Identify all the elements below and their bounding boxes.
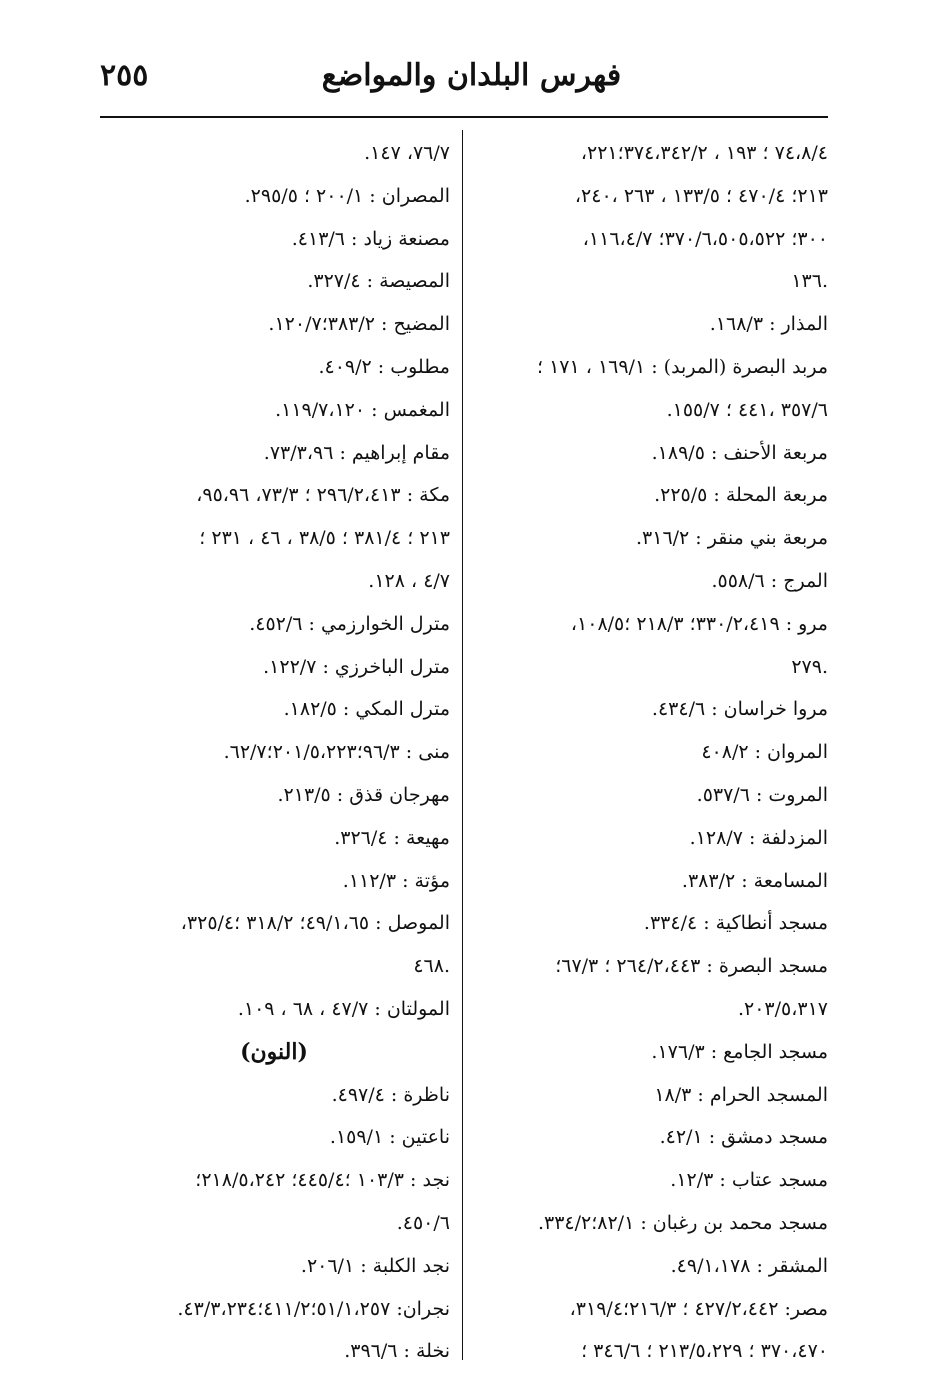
index-line: .٢٧٩ xyxy=(791,655,828,678)
left-column xyxy=(98,132,450,1373)
index-line: ٣٧٠،٤٧٠ ؛ ٢١٣/٥،٢٢٩ ؛ ٣٤٦/٦ ؛ xyxy=(581,1340,828,1363)
index-line: ناظرة : ٤٩٧/٤. xyxy=(331,1083,450,1106)
index-line: المضيح : ٣٨٣/٢؛١٢٠/٧. xyxy=(268,313,450,336)
column-divider xyxy=(462,130,463,1360)
index-line: المغمس : ١١٩/٧،١٢٠. xyxy=(275,398,450,421)
index-line: المروت : ٥٣٧/٦. xyxy=(696,783,828,806)
index-line: مربعة الأحنف : ١٨٩/٥. xyxy=(651,441,828,464)
index-line: مقام إبراهيم : ٧٣/٣،٩٦. xyxy=(263,441,450,464)
index-line: ٧٦/٧، ١٤٧. xyxy=(364,142,450,164)
index-line: المسامعة : ٣٨٣/٢. xyxy=(681,869,828,892)
index-line: المصيصة : ٣٢٧/٤. xyxy=(307,270,450,293)
index-line: مترل المكي : ١٨٢/٥. xyxy=(283,698,450,721)
index-line: الموصل : ٤٩/١،٦٥؛ ٣١٨/٢ ؛٣٢٥/٤، xyxy=(180,912,450,935)
index-line: .٤٦٨ xyxy=(413,955,450,978)
index-line: مكة : ٢٩٦/٢،٤١٣ ؛ ٧٣/٣، ٩٥،٩٦، xyxy=(196,484,450,507)
index-line: ٢١٣ ؛ ٣٨١/٤ ؛ ٣٨/٥ ، ٤٦ ، ٢٣١ ؛ xyxy=(199,527,450,550)
index-line: ناعتين : ١٥٩/١. xyxy=(329,1126,450,1149)
index-line: مسجد محمد بن رغبان : ٨٢/١؛٣٣٤/٢. xyxy=(537,1211,828,1234)
index-line: المرج : ٥٥٨/٦. xyxy=(711,569,828,592)
index-line: ٤/٧ ، ١٢٨. xyxy=(368,569,450,592)
index-line: المشقر : ٤٩/١،١٧٨. xyxy=(670,1254,828,1277)
index-line: ٧٤،٨/٤ ؛ ١٩٣ ، ٣٧٤،٣٤٢/٢؛٢٢١، xyxy=(580,142,828,164)
right-column xyxy=(474,132,828,1373)
index-line: ٤٥٠/٦. xyxy=(396,1211,450,1234)
index-line: نجد الكلبة : ٢٠٦/١. xyxy=(300,1254,450,1277)
index-line: منى : ٩٦/٣؛٢٠١/٥،٢٢٣؛٦٢/٧. xyxy=(223,741,450,764)
index-line: مصنعة زياد : ٤١٣/٦. xyxy=(291,227,450,250)
index-line: ٢١٣؛ ٤٧٠/٤ ؛ ١٣٣/٥ ، ٢٦٣ ،٢٤٠، xyxy=(574,184,828,207)
index-line: مهيعة : ٣٢٦/٤. xyxy=(334,826,450,849)
index-line: مسجد أنطاكية : ٣٣٤/٤. xyxy=(643,912,828,935)
page-title: فهرس البلدان والمواضع xyxy=(321,58,622,93)
index-line: نخلة : ٣٩٦/٦. xyxy=(344,1340,450,1363)
index-line: نجران: ٥١/١،٢٥٧؛٤١١/٢؛٤٣/٣،٢٣٤. xyxy=(177,1297,450,1320)
index-line: مربد البصرة (المربد) : ١٦٩/١ ، ١٧١ ؛ xyxy=(537,355,828,378)
index-line: مسجد دمشق : ٤٢/١. xyxy=(659,1126,828,1149)
index-line: نجد : ١٠٣/٣ ؛٤٤٥/٤؛ ٢١٨/٥،٢٤٢؛ xyxy=(195,1169,450,1192)
index-line: .١٣٦ xyxy=(791,270,828,293)
index-line: المولتان : ٤٧/٧ ، ٦٨ ، ١٠٩. xyxy=(237,997,450,1020)
header-rule xyxy=(100,116,828,118)
index-line: مروا خراسان : ٤٣٤/٦. xyxy=(651,698,828,721)
index-line: مترل الباخرزي : ١٢٢/٧. xyxy=(263,655,450,678)
index-line: المروان : ٤٠٨/٢ xyxy=(701,741,828,764)
index-line: مصر: ٤٢٧/٢،٤٤٢ ؛ ٢١٦/٣؛٣١٩/٤، xyxy=(569,1297,828,1320)
index-line: ٣٠٠؛ ٣٧٠/٦،٥٠٥،٥٢٢؛ ١١٦،٤/٧، xyxy=(582,227,828,250)
index-line: المسجد الحرام : ١٨/٣ xyxy=(654,1083,828,1106)
index-line: مربعة المحلة : ٢٢٥/٥. xyxy=(654,484,828,507)
index-line: مرو : ٣٣٠/٢،٤١٩؛ ٢١٨/٣ ؛١٠٨/٥، xyxy=(570,612,828,635)
index-line: مهرجان قذق : ٢١٣/٥. xyxy=(277,783,450,806)
index-line: مترل الخوارزمي : ٤٥٢/٦. xyxy=(249,612,450,635)
index-line: المذار : ١٦٨/٣. xyxy=(709,313,828,336)
section-heading: (النون) xyxy=(240,1038,308,1065)
index-line: مسجد الجامع : ١٧٦/٣. xyxy=(651,1040,828,1063)
index-line: مربعة بني منقر : ٣١٦/٢. xyxy=(635,527,828,550)
page-number: ٢٥٥ xyxy=(100,58,149,93)
index-line: مسجد عتاب : ١٢/٣. xyxy=(670,1169,828,1192)
index-line: ٣٥٧/٦ ،٤٤١ ؛ ١٥٥/٧. xyxy=(666,398,828,421)
index-line: مؤتة : ١١٢/٣. xyxy=(342,869,450,892)
index-line: المصران : ٢٠٠/١ ؛ ٢٩٥/٥. xyxy=(244,184,450,207)
index-line: ٢٠٣/٥،٣١٧. xyxy=(737,997,828,1020)
index-line: مسجد البصرة : ٢٦٤/٢،٤٤٣ ؛ ٦٧/٣؛ xyxy=(555,955,828,978)
index-line: المزدلفة : ١٢٨/٧. xyxy=(689,826,828,849)
index-line: مطلوب : ٤٠٩/٢. xyxy=(318,355,450,378)
